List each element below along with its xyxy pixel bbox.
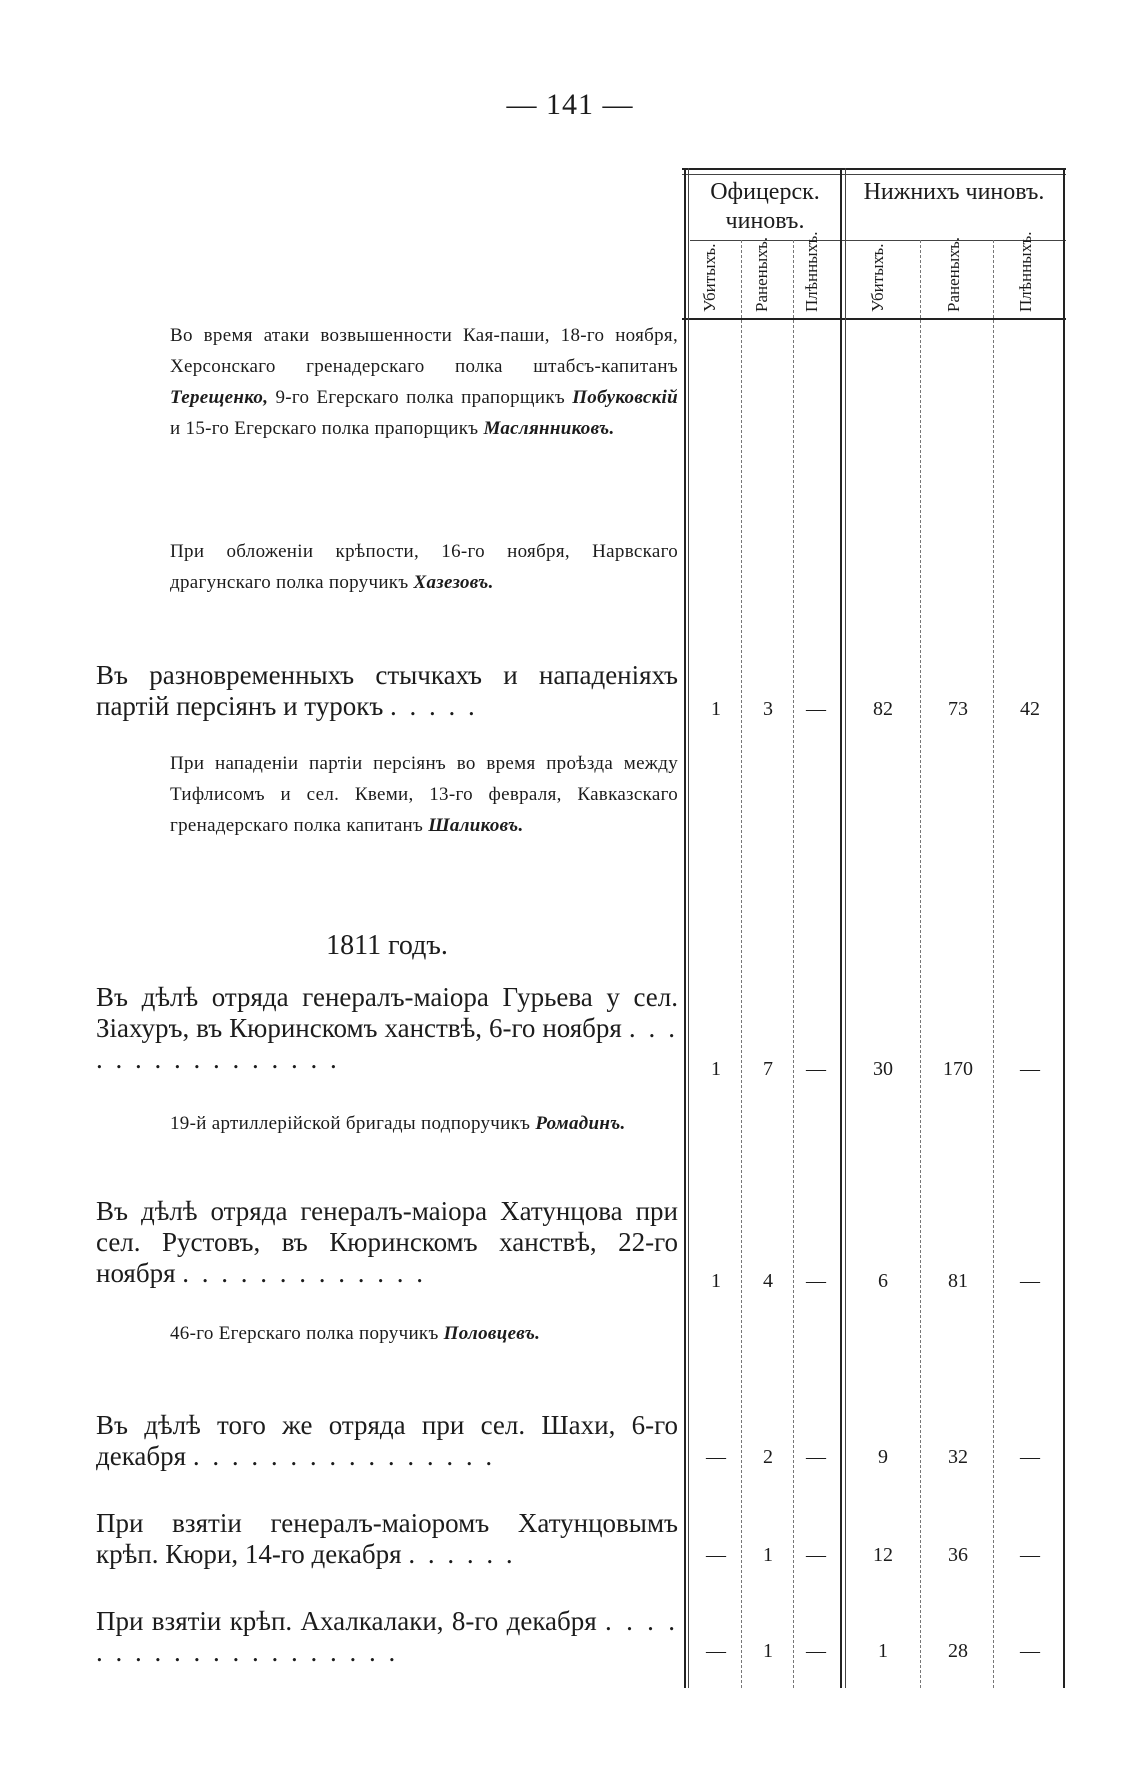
entry-kyuri-fortress: При взятіи генералъ-маіоромъ Хатунцовымъ крѣп. Кюри, 14-го декабря . . . . . . (96, 1508, 678, 1569)
cell-lower-captured: — (1020, 1544, 1040, 1566)
cell-lower-killed: 6 (878, 1270, 888, 1292)
note-name: Терещенко, (170, 387, 269, 408)
note-name: Шаликовъ. (428, 815, 524, 836)
cell-officers-wounded: 1 (763, 1640, 773, 1662)
cell-officers-captured: — (806, 1058, 826, 1080)
cell-officers-wounded: 7 (763, 1058, 773, 1080)
cell-officers-captured: — (806, 1446, 826, 1468)
header-officers: Офицерск. чиновъ. (710, 179, 820, 234)
note-name: Половцевъ. (443, 1323, 541, 1344)
cell-officers-killed: 1 (711, 698, 721, 720)
cell-officers-killed: — (706, 1640, 726, 1662)
cell-lower-killed: 12 (873, 1544, 893, 1566)
cell-lower-wounded: 170 (943, 1058, 973, 1080)
cell-lower-killed: 9 (878, 1446, 888, 1468)
subheader-lower-wounded: Раненыхъ. (944, 236, 963, 312)
cell-officers-wounded: 3 (763, 698, 773, 720)
subheader-lower-killed: Убитыхъ. (868, 243, 887, 312)
note-jaeger-regiment: 46-го Егерскаго полка поручикъ Половцевъ. (170, 1323, 541, 1344)
cell-lower-wounded: 81 (948, 1270, 968, 1292)
cell-officers-captured: — (806, 698, 826, 720)
note-name: Маслянниковъ. (483, 418, 615, 439)
subheader-officers-wounded: Раненыхъ. (752, 236, 771, 312)
note-name: Ромадинъ. (535, 1113, 626, 1134)
cell-lower-killed: 1 (878, 1640, 888, 1662)
cell-lower-captured: — (1020, 1446, 1040, 1468)
cell-officers-wounded: 2 (763, 1446, 773, 1468)
cell-lower-wounded: 32 (948, 1446, 968, 1468)
cell-officers-killed: 1 (711, 1058, 721, 1080)
entry-akhalkalaki: При взятіи крѣп. Ахалкалаки, 8-го декабря . . . . . . . . . . . . . . . . . . . . (96, 1606, 679, 1667)
cell-officers-wounded: 4 (763, 1270, 773, 1292)
note-kaya-pasha: Во время атаки возвышенности Кая-паши, 18-го ноября, Херсонскаго гренадерскаго полка штабсъ-капитанъ Терещенко, 9-го Егерскаго полка прапорщикъ Побуковскій и 15-го Егерскаго полка прапорщикъ Маслянниковъ. (170, 325, 678, 439)
cell-officers-captured: — (806, 1640, 826, 1662)
cell-lower-wounded: 28 (948, 1640, 968, 1662)
entry-shakhi: Въ дѣлѣ того же отряда при сел. Шахи, 6-го декабря . . . . . . . . . . . . . . . . (96, 1410, 678, 1471)
cell-officers-captured: — (806, 1544, 826, 1566)
subheader-officers-captured: Плѣнныхъ. (802, 231, 821, 312)
cell-lower-captured: — (1020, 1058, 1040, 1080)
note-artillery-brigade: 19-й артиллерійской бригады подпоручикъ Ромадинъ. (170, 1113, 626, 1134)
entry-khatuntsov-rustov: Въ дѣлѣ отряда генералъ-маіора Хатунцова при сел. Рустовъ, въ Кюринскомъ ханствѣ, 22-го ноября . . . . . . . . . . . . . (96, 1196, 678, 1288)
cell-lower-captured: — (1020, 1640, 1040, 1662)
header-lower-ranks: Нижнихъ чиновъ. (863, 179, 1045, 205)
cell-officers-killed: — (706, 1544, 726, 1566)
cell-officers-killed: 1 (711, 1270, 721, 1292)
subheader-officers-killed: Убитыхъ. (700, 243, 719, 312)
entry-guryev-ziakhur: Въ дѣлѣ отряда генералъ-маіора Гурьева у сел. Зіахуръ, въ Кюринскомъ ханствѣ, 6-го ноября . . . . . . . . . . . . . . . . (96, 982, 678, 1074)
subheader-lower-captured: Плѣнныхъ. (1016, 231, 1035, 312)
note-name: Побуковскій (572, 387, 678, 408)
cell-lower-wounded: 36 (948, 1544, 968, 1566)
year-heading: 1811 годъ. (326, 930, 448, 961)
page-number: — 141 — (506, 88, 634, 121)
note-fortress-siege: При обложеніи крѣпости, 16-го ноября, Нарвскаго драгунскаго полка поручикъ Хазезовъ. (170, 541, 678, 593)
cell-lower-captured: — (1020, 1270, 1040, 1292)
cell-lower-killed: 30 (873, 1058, 893, 1080)
cell-lower-killed: 82 (873, 698, 893, 720)
cell-officers-killed: — (706, 1446, 726, 1468)
cell-lower-wounded: 73 (948, 698, 968, 720)
note-name: Хазезовъ. (413, 572, 494, 593)
cell-officers-captured: — (806, 1270, 826, 1292)
entry-skirmishes: Въ разновременныхъ стычкахъ и нападеніяхъ партій персіянъ и турокъ . . . . . (96, 660, 678, 721)
cell-officers-wounded: 1 (763, 1544, 773, 1566)
cell-lower-captured: 42 (1020, 698, 1040, 720)
note-persian-attack: При нападеніи партіи персіянъ во время проѣзда между Тифлисомъ и сел. Квеми, 13-го февраля, Кавказскаго гренадерскаго полка капитанъ Шаликовъ. (170, 753, 678, 836)
